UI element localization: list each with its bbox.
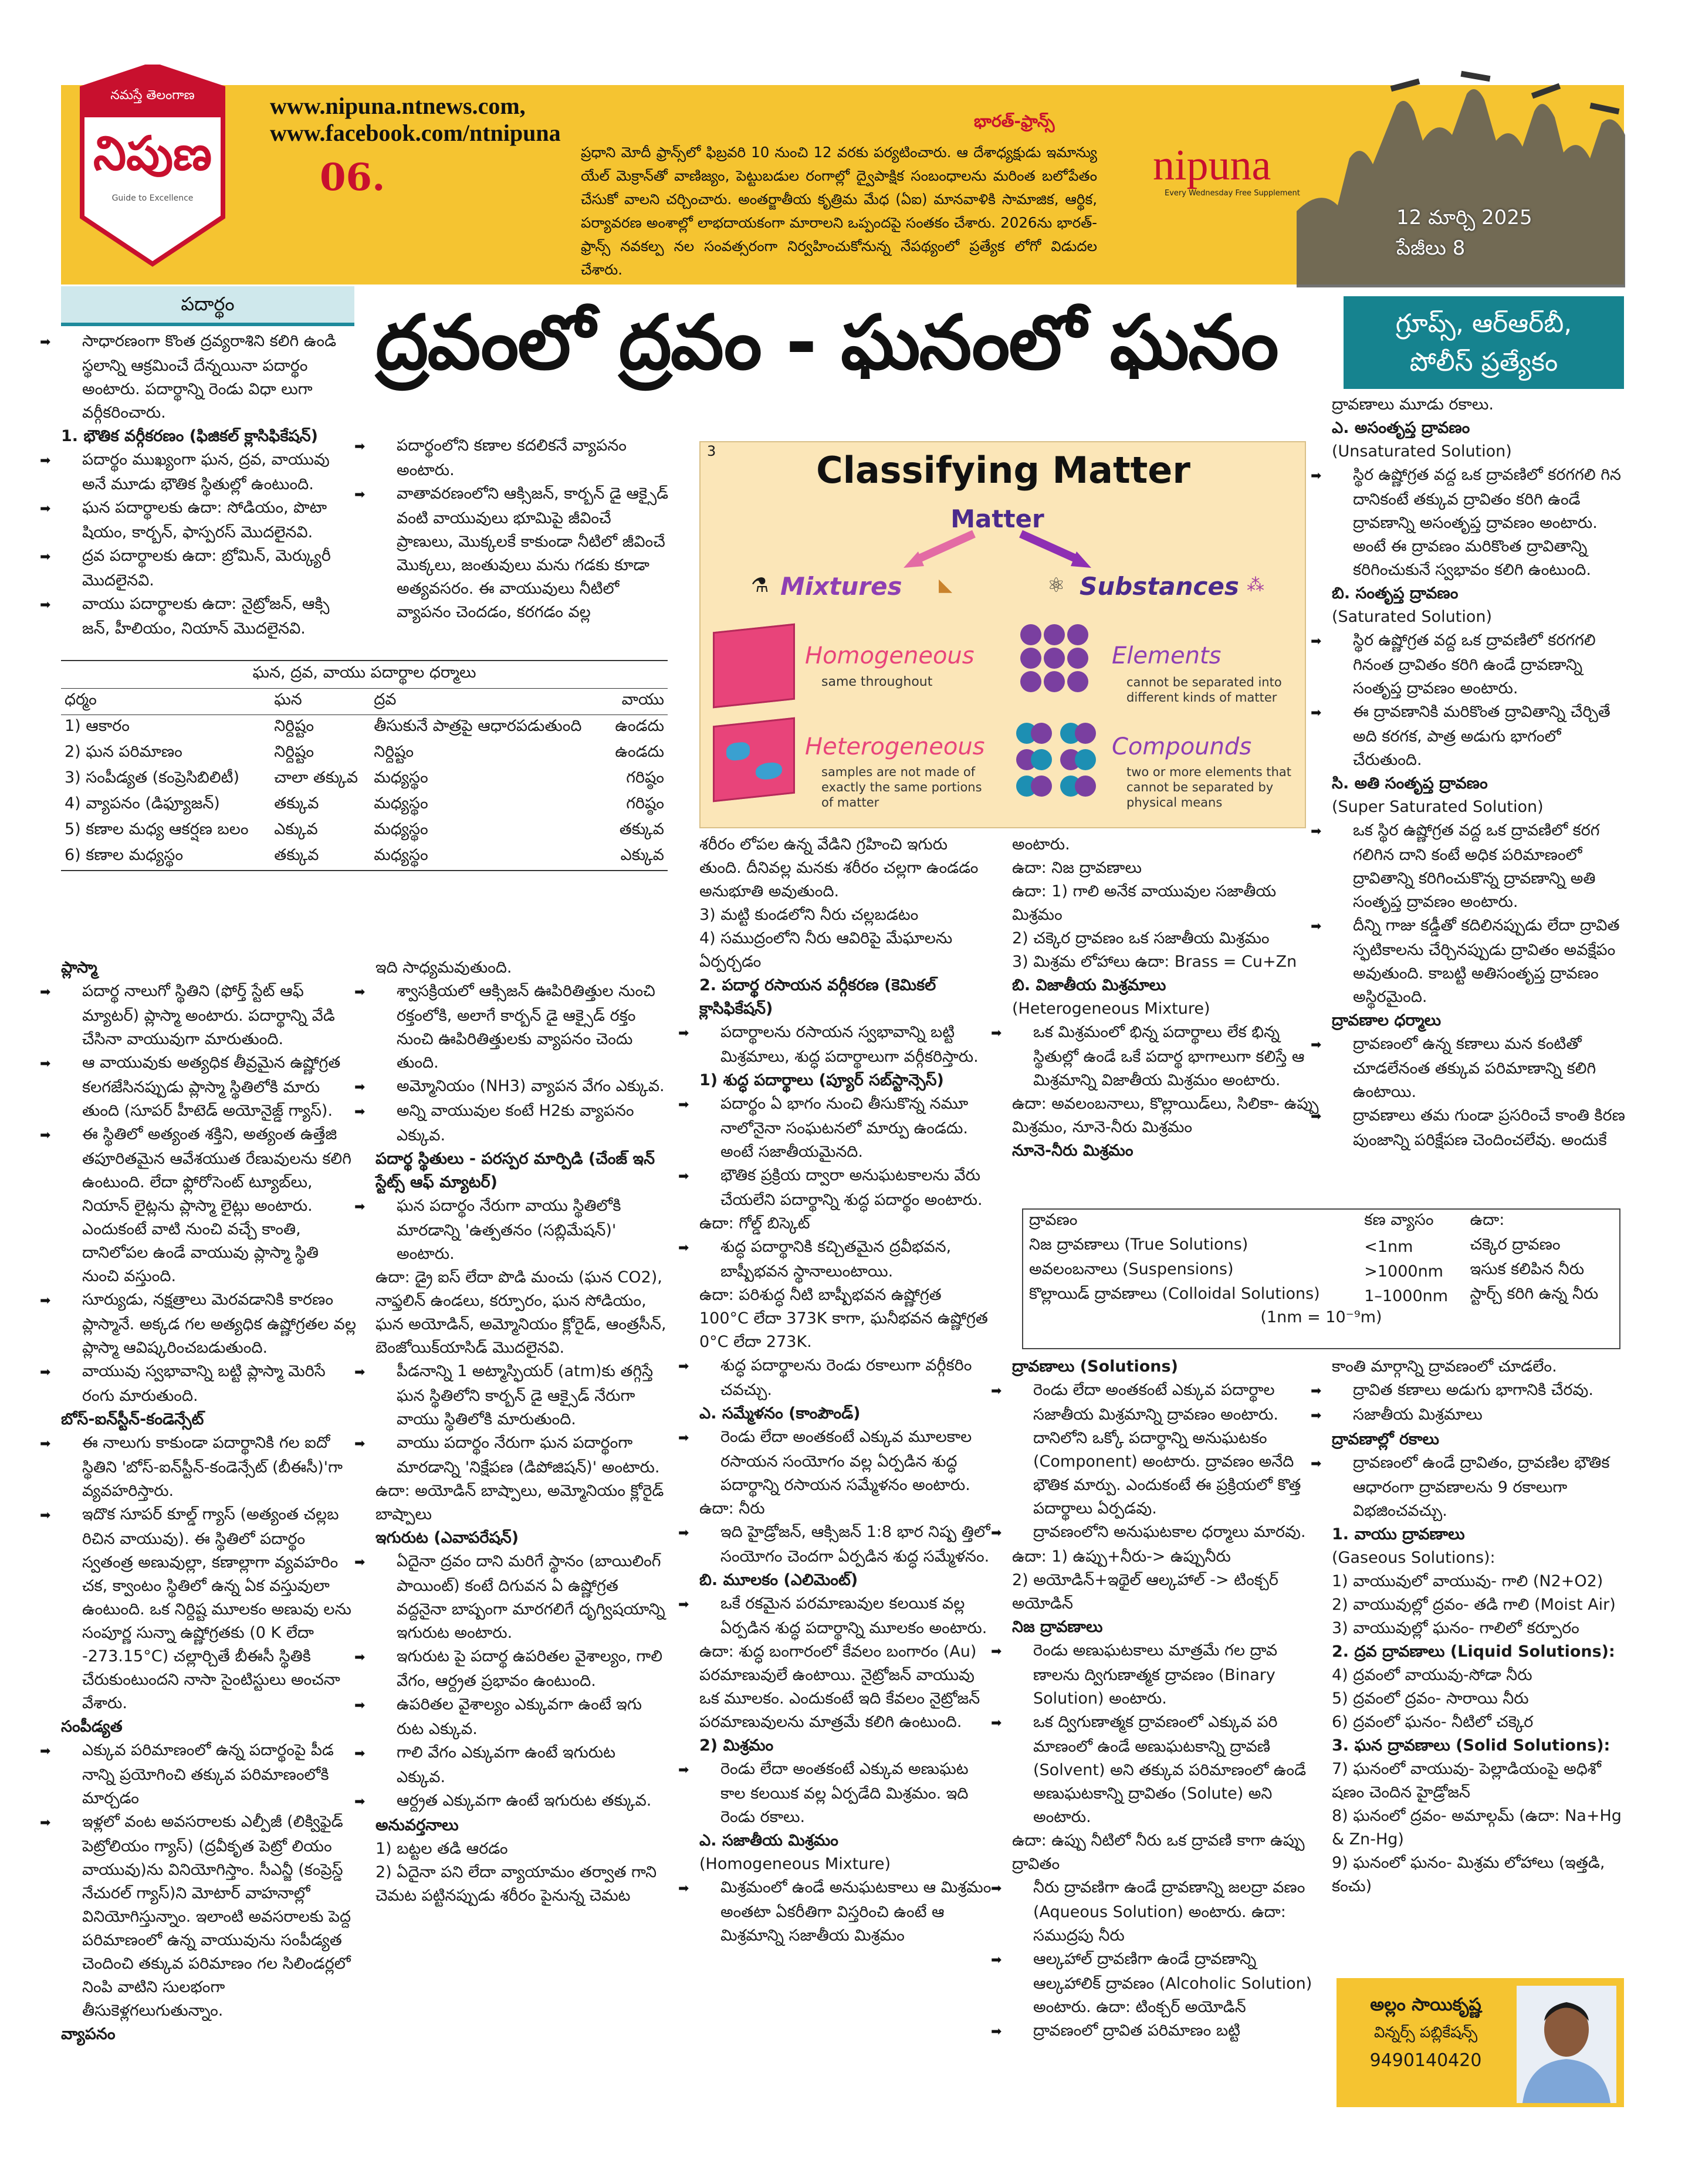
column-4-bottom	[1012, 1355, 1320, 2044]
table-cell: మధ్యస్థం	[374, 794, 428, 812]
elements-desc: cannot be separated into different kinds of matter	[1126, 675, 1282, 705]
bottle-icon: ⚗	[751, 574, 769, 597]
paragraph: ➡ గాలి వేగం ఎక్కువగా ఉంటే ఇగురుట ఎక్కువ.	[375, 1741, 669, 1789]
paragraph: ఉదా: నిజ ద్రావణాలు	[1012, 859, 1142, 877]
heterogeneous-desc: samples are not made of exactly the same portions of matter	[821, 765, 982, 810]
subheading: నూనె-నీరు మిశ్రమం	[1012, 1142, 1134, 1160]
paragraph: ➡ రెండు అణుఘటకాలు మాత్రమే గల ద్రావ ణాలను ద్విగుణాత్మక ద్రావణం (Binary Solution) అంటారు.	[1012, 1639, 1320, 1711]
paragraph: ఉదా: అయోడిన్‌ బాష్పాలు, అమ్మోనియం క్లోరైడ్‌ బాష్పాలు	[375, 1482, 664, 1523]
subheading: ద్రావణాల ధర్మాలు	[1332, 1011, 1442, 1030]
subheading: ఎ. అసంతృప్త ద్రావణం	[1332, 419, 1470, 437]
table-cell: ఎక్కువ	[620, 846, 664, 864]
elements-spheres-image	[1018, 622, 1100, 698]
paragraph: ➡ పదార్థాలను రసాయన స్వభావాన్ని బట్టి మిశ్రమాలు, శుద్ధ పదార్థాలుగా వర్గీకరిస్తారు.	[699, 1021, 993, 1069]
table-cell: తక్కువ	[619, 820, 664, 838]
paragraph: ➡ వాతావరణంలోని ఆక్సిజన్‌, కార్బన్‌ డై ఆక్సైడ్‌ వంటి వాయువులు భూమిపై జీవించే ప్రాణులు, మొక్కలకే కాకుండా నీటిలో జీవించే మొక్కలు, జంతువులు మను గడకు కూడా అత్యవసరం. ఈ వాయువులు నీటిలో వ్యాపనం చెందడం, కరగడం వల్ల	[375, 482, 669, 624]
pizza-icon: ◣	[939, 575, 953, 595]
table-header: ఘన	[270, 689, 370, 715]
paragraph: ➡ పదార్థం ముఖ్యంగా ఘన, ద్రవ, వాయువు అనే మూడు భౌతిక స్థితుల్లో ఉంటుంది.	[61, 448, 357, 496]
paragraph: ➡ సాధారణంగా కొంత ద్రవ్యరాశిని కలిగి ఉండి స్థలాన్ని ఆక్రమించే దేన్నయినా పదార్థం అంటారు. పదార్థాన్ని రెండు విధా లుగా వర్గీకరించారు.	[61, 330, 357, 425]
page-count: పేజీలు 8	[1396, 236, 1466, 260]
paragraph: ఉదా: డ్రై ఐస్‌ లేదా పొడి మంచు (ఘన CO2), నాఫ్తలిన్‌ ఉండలు, కర్పూరం, ఘన సోడియం, ఘన అయోడిన్‌, అమ్మోనియం క్లోరైడ్‌, ఆంత్రసీన్‌, బెంజోయిక్‌యాసిడ్‌ మొదలైనవి.	[375, 1268, 666, 1357]
table-cell: కొల్లాయిడ్‌ ద్రావణాలు (Colloidal Solutions)	[1029, 1285, 1320, 1303]
table-row	[61, 844, 668, 870]
paragraph: 6) ద్రవంలో ఘనం- నీటిలో చక్కెర	[1332, 1713, 1534, 1731]
paragraph: ➡ వాయు పదార్థం నేరుగా ఘన పదార్థంగా మారడాన్ని 'నిక్షేపణ (డిపోజిషన్‌)' అంటారు.	[375, 1431, 669, 1479]
subheading: 3. ఘన ద్రావణాలు (Solid Solutions):	[1332, 1736, 1610, 1755]
table-cell: >1000nm	[1364, 1262, 1443, 1281]
paragraph: ➡ ఇది హైడ్రోజన్‌, ఆక్సిజన్‌ 1:8 భార నిష్ప త్తిలో సంయోగం చెందగా ఏర్పడిన శుద్ధ సమ్మేళనం.	[699, 1521, 993, 1569]
paragraph: ➡ అన్ని వాయువుల కంటే H2కు వ్యాపనం ఎక్కువ.	[375, 1099, 669, 1147]
paragraph: ➡ ఈ స్థితిలో అత్యంత శక్తిని, అత్యంత ఉత్తేజి తపూరితమైన ఆవేశయుత రేణువులను కలిగి ఉంటుంది. లేదా ఫ్లోరోసెంట్‌ ట్యూబ్‌లు, నియాన్‌ లైట్లను ప్లాస్మా లైట్లు అంటారు. ఎందుకంటే వాటి నుంచి వచ్చే కాంతి, దానిలోపల ఉండే వాయువు ప్లాస్మా స్థితి నుంచి వస్తుంది.	[61, 1123, 357, 1288]
table-cell: <1nm	[1364, 1237, 1413, 1256]
table-cell: ఉండదు	[615, 743, 664, 761]
table-cell: నిర్దిష్టం	[374, 743, 414, 761]
table-note: (1nm = 10⁻⁹m)	[1260, 1308, 1382, 1326]
main-title: ద్రవంలో ద్రవం - ఘనంలో ఘనం	[375, 299, 1278, 387]
paragraph: ➡ ఇగురుట పై పదార్థ ఉపరితల వైశాల్యం, గాలి వేగం, ఆర్ద్రత ప్రభావం ఉంటుంది.	[375, 1645, 669, 1693]
subheading: 1) శుద్ధ పదార్థాలు (ప్యూర్‌ సబ్‌స్టాన్సెస్‌)	[699, 1071, 944, 1089]
author-publisher: విన్నర్స్‌ పబ్లికేషన్స్‌	[1373, 2024, 1478, 2041]
paragraph: ఉదా: ఉప్పు నీటిలో నీరు ఒక ద్రావణి కాగా ఉప్పు ద్రావితం	[1012, 1831, 1305, 1873]
paragraph: ➡ శ్వాసక్రియలో ఆక్సిజన్‌ ఊపిరితిత్తుల నుంచి రక్తంలోకి, అలాగే కార్బన్‌ డై ఆక్సైడ్‌ రక్తం నుంచి ఊపిరితిత్తులకు వ్యాపనం చెందు తుంది.	[375, 980, 669, 1075]
paragraph: అంటారు.	[1012, 835, 1070, 854]
brand-newspaper-name: నమస్తే తెలంగాణ	[110, 88, 195, 103]
table-cell: మధ్యస్థం	[374, 768, 428, 787]
paragraph: ➡ ఇదొక సూపర్‌ కూల్డ్‌ గ్యాస్‌ (అత్యంత చల్లబ రిచిన వాయువు). ఈ స్థితిలో పదార్థం స్వతంత్ర అణువుల్లా, కణాల్లాగా వ్యవహరిం చక, క్వాంటం స్థితిలో ఉన్న ఏక వస్తువులా ఉంటుంది. ఒక నిర్దిష్ట మూలకం అణువు లను సంపూర్ణ సున్నా ఉష్ణోగ్రతకు (0 K లేదా -273.15°C) చల్లార్చితే బీఈసీ స్థితికి చేరుకుంటుందని నాసా సైంటిస్టులు అంచనా వేశారు.	[61, 1503, 357, 1715]
paragraph: ➡ రెండు లేదా అంతకంటే ఎక్కువ మూలకాల రసాయన సంయోగం వల్ల ఏర్పడిన శుద్ధ పదార్థాన్ని రసాయన సమ్మేళనం అంటారు.	[699, 1425, 993, 1497]
table-header: ద్రావణం	[1029, 1211, 1078, 1229]
url-block	[270, 93, 561, 147]
table-cell: నిజ ద్రావణాలు (True Solutions)	[1029, 1235, 1248, 1254]
paragraph: ➡ రెండు లేదా అంతకంటే ఎక్కువ అణుఘట కాల కలయిక వల్ల ఏర్పడేది మిశ్రమం. ఇది రెండు రకాలు.	[699, 1758, 993, 1829]
paragraph: ➡ ఒకే రకమైన పరమాణువుల కలయిక వల్ల ఏర్పడిన శుద్ధ పదార్థాన్ని మూలకం అంటారు.	[699, 1592, 993, 1640]
brand-subtitle: Guide to Excellence	[111, 194, 194, 203]
molecule-icon: ⁂	[1247, 575, 1264, 595]
states-properties-table	[61, 660, 668, 871]
paragraph: (Heterogeneous Mixture)	[1012, 1000, 1210, 1018]
paragraph: ➡ ద్రవ పదార్థాలకు ఉదా: బ్రోమిన్‌, మెర్క్యురీ మొదలైనవి.	[61, 544, 357, 592]
paragraph: ➡ స్థిర ఉష్ణోగ్రత వద్ద ఒక ద్రావణిలో కరగగలి గినంత ద్రావితం కరిగి ఉండే ద్రావణాన్ని సంతృప్త ద్రావణం అంటారు.	[1332, 629, 1625, 700]
column-4-top	[1012, 833, 1320, 1163]
paragraph: ➡ ఒక స్థిర ఉష్ణోగ్రత వద్ద ఒక ద్రావణిలో కరగ గలిగిన దాని కంటే అధిక పరిమాణంలో ద్రావితాన్ని కరిగించుకొన్న ద్రావణాన్ని అతి సంతృప్త ద్రావణం అంటారు.	[1332, 819, 1625, 914]
paragraph: ➡ వాయు పదార్థాలకు ఉదా: నైట్రోజన్‌, ఆక్సి జన్‌, హీలియం, నియాన్‌ మొదలైనవి.	[61, 592, 357, 641]
nipuna-wordmark: nipuna	[1153, 141, 1271, 189]
matter-label: Matter	[950, 504, 1044, 533]
paragraph: ➡ ఆల్కహాల్‌ ద్రావణిగా ఉండే ద్రావణాన్ని ఆల్కహాలిక్‌ ద్రావణం (Alcoholic Solution) అంటారు. ఉదా: టింక్చర్‌ అయోడిన్‌	[1012, 1948, 1320, 2019]
paragraph: 8) ఘనంలో ద్రవం- అమాల్గమ్‌ (ఉదా: Na+Hg & Zn-Hg)	[1332, 1807, 1622, 1848]
paragraph: 4) సముద్రంలోని నీరు ఆవిరిపై మేఘాలను ఏర్పర్చడం	[699, 929, 953, 971]
paragraph: ➡ పదార్థ నాలుగో స్థితిని (ఫోర్త్‌ స్టేట్‌ ఆఫ్‌ మ్యాటర్‌) ప్లాస్మా అంటారు. పదార్థాన్ని వేడి చేసినా వాయువుగా మారుతుంది.	[61, 980, 357, 1051]
facebook-link[interactable]: www.facebook.com/ntnipuna	[270, 120, 561, 146]
table-cell: చాలా తక్కువ	[274, 768, 358, 787]
subheading: బి. విజాతీయ మిశ్రమాలు	[1012, 976, 1166, 994]
paragraph: ద్రావణాలు మూడు రకాలు.	[1332, 395, 1494, 414]
substances-label: Substances	[1080, 572, 1239, 601]
paragraph: (Unsaturated Solution)	[1332, 442, 1512, 460]
paragraph: ➡ పదార్థంలోని కణాల కదలికనే వ్యాపనం అంటారు.	[375, 434, 669, 482]
subheading: అనువర్తనాలు	[375, 1816, 459, 1834]
atom-icon: ⚛	[1047, 574, 1065, 597]
paragraph: ➡ ద్రావణంలోని అనుఘటకాల ధర్మాలు మారవు.	[1012, 1521, 1320, 1545]
subheading: ఇగురుట (ఎవాపరేషన్‌)	[375, 1529, 519, 1547]
exam-badge-line2: పోలీస్‌ ప్రత్యేకం	[1409, 347, 1558, 377]
paragraph: ➡ ఇళ్లలో వంట అవసరాలకు ఎల్పీజీ (లిక్విఫైడ్‌ పెట్రోలియం గ్యాస్‌) (ద్రవీకృత పెట్రో లియం వాయువు)ను వినియోగిస్తాం. సీఎన్జీ (కంప్రెస్డ్‌ నేచురల్‌ గ్యాస్‌)ని మోటార్‌ వాహనాల్లో వినియోగిస్తున్నాం. ఇలాంటి అవసరాలకు పెద్ద పరిమాణంలో ఉన్న వాయువును సంపీడ్యత చెందించి తక్కువ పరిమాణం గల సిలిండర్లలో నింపి వాటిని సులభంగా తీసుకెళ్లగలుగుతున్నాం.	[61, 1810, 357, 2023]
compounds-desc: two or more elements that cannot be separated by physical means	[1126, 765, 1292, 810]
subheading: 2) మిశ్రమం	[699, 1736, 774, 1755]
table-cell: నిర్దిష్టం	[274, 717, 314, 735]
column-3	[699, 833, 993, 1948]
table-cell: మధ్యస్థం	[374, 820, 428, 838]
heterogeneous-cube-image	[713, 717, 795, 803]
paragraph: కాంతి మార్గాన్ని ద్రావణంలో చూడలేం.	[1332, 1357, 1557, 1376]
figure-number: 3	[707, 443, 716, 459]
date-block	[1396, 202, 1532, 263]
elements-label: Elements	[1112, 642, 1222, 669]
column-2-bottom	[375, 956, 669, 1908]
website-link[interactable]: www.nipuna.ntnews.com,	[270, 93, 526, 119]
paragraph: శరీరం లోపల ఉన్న వేడిని గ్రహించి ఇగురు తుంది. దీనివల్ల మనకు శరీరం చల్లగా ఉండడం అనుభూతి అవుతుంది.	[699, 835, 979, 900]
paragraph: ➡ ఏదైనా ద్రవం దాని మరిగే స్థానం (బాయిలింగ్‌ పాయింట్‌) కంటే దిగువన ఏ ఉష్ణోగ్రత వద్దనైనా బాష్పంగా మారగలిగే దృగ్విషయాన్ని ఇగురుట అంటారు.	[375, 1550, 669, 1645]
paragraph: (Super Saturated Solution)	[1332, 798, 1544, 816]
paragraph: ఉదా: గోల్డ్‌ బిస్కెట్‌	[699, 1214, 810, 1232]
solution-types-table	[1022, 1208, 1620, 1349]
paragraph: ➡ వాయువు స్వభావాన్ని బట్టి ప్లాస్మా మెరిసే రంగు మారుతుంది.	[61, 1360, 357, 1408]
paragraph: ➡ ఆర్ద్రత ఎక్కువగా ఉంటే ఇగురుట తక్కువ.	[375, 1789, 669, 1814]
paragraph: ➡ ఉపరితల వైశాల్యం ఎక్కువగా ఉంటే ఇగు రుట ఎక్కువ.	[375, 1693, 669, 1741]
paragraph: ➡ ఎక్కువ పరిమాణంలో ఉన్న పదార్థంపై పీడ నాన్ని ప్రయోగించి తక్కువ పరిమాణంలోకి మార్చడం	[61, 1739, 357, 1810]
paragraph: ఉదా: శుద్ధ బంగారంలో కేవలం బంగారం (Au) పరమాణువులే ఉంటాయి. నైట్రోజన్‌ వాయువు ఒక మూలకం. ఎందుకంటే ఇది కేవలం నైట్రోజన్‌ పరమాణువులను మాత్రమే కలిగి ఉంటుంది.	[699, 1643, 980, 1731]
paragraph: ➡ ఈ ద్రావణానికి మరికొంత ద్రావితాన్ని చేర్చితే అది కరగక, పాత్ర అడుగు భాగంలో చేరుతుంది.	[1332, 700, 1625, 772]
paragraph: (Gaseous Solutions):	[1332, 1549, 1495, 1567]
subheading: 2. పదార్థ రసాయన వర్గీకరణ (కెమికల్‌ క్లాసిఫికేషన్‌)	[699, 976, 936, 1018]
paragraph: 7) ఘనంలో వాయువు- పెల్లాడియంపై అధిశో షణం చెందిన హైడ్రోజన్‌	[1332, 1760, 1602, 1802]
homogeneous-desc: same throughout	[821, 675, 933, 689]
brand-name: నిపుణ	[93, 126, 212, 181]
subheading: బోస్‌-ఐన్‌స్టీన్‌-కండెన్సేట్‌	[61, 1410, 204, 1428]
table-cell: తక్కువ	[274, 846, 319, 864]
paragraph: 1) వాయువులో వాయువు- గాలి (N2+O2)	[1332, 1572, 1603, 1590]
table-cell: 2) ఘన పరిమాణం	[65, 743, 182, 761]
paragraph: ఉదా: పరిశుద్ధ నీటి బాష్పీభవన ఉష్ణోగ్రత 100°C లేదా 373K కాగా, ఘనీభవన ఉష్ణోగ్రత 0°C లేదా 273K.	[699, 1286, 988, 1351]
subheading: ఎ. సమ్మేళనం (కాంపౌండ్‌)	[699, 1404, 861, 1423]
infographic-title: Classifying Matter	[816, 449, 1190, 492]
table-cell: తక్కువ	[274, 794, 319, 812]
paragraph: ➡ ఘన పదార్థాలకు ఉదా: సోడియం, పొటా షియం, కార్బన్‌, ఫాస్పరస్‌ మొదలైనవి.	[61, 496, 357, 544]
table-cell: 4) వ్యాపనం (డిఫ్యూజన్‌)	[65, 794, 220, 812]
subheading: సి. అతి సంతృప్త ద్రావణం	[1332, 774, 1488, 793]
table-row	[1023, 1259, 1619, 1284]
subheading: నిజ ద్రావణాలు	[1012, 1618, 1103, 1636]
paragraph: 1) బట్టల తడి ఆరడం	[375, 1840, 508, 1858]
supplement-tagline: Every Wednesday Free Supplement	[1165, 189, 1300, 198]
table-row	[1023, 1284, 1619, 1308]
subheading: 1. వాయు ద్రావణాలు	[1332, 1525, 1465, 1543]
paragraph: ➡ అమ్మోనియం (NH3) వ్యాపన వేగం ఎక్కువ.	[375, 1075, 669, 1099]
paragraph: 4) ద్రవంలో వాయువు-సోడా నీరు	[1332, 1666, 1532, 1684]
table-cell: స్టార్చ్‌ కరిగి ఉన్న నీరు	[1470, 1285, 1599, 1303]
table-caption: ఘన, ద్రవ, వాయు పదార్థాల ధర్మాలు	[61, 661, 668, 689]
table-row	[1023, 1234, 1619, 1259]
table-cell: ఇసుక కలిపిన నీరు	[1470, 1260, 1585, 1278]
paragraph: ➡ ద్రావిత కణాలు అడుగు భాగానికి చేరవు.	[1332, 1379, 1625, 1403]
paragraph: ➡ ఒక ద్విగుణాత్మక ద్రావణంలో ఎక్కువ పరి మాణంలో ఉండే అణుఘటకాన్ని ద్రావణి (Solvent) అని తక్కువ పరిమాణంలో ఉండే అణుఘటకాన్ని ద్రావితం (Solute) అని అంటారు.	[1012, 1711, 1320, 1829]
paragraph: ➡ నీరు ద్రావణిగా ఉండే ద్రావణాన్ని జలద్రా వణం (Aqueous Solution) అంటారు. ఉదా: సముద్రపు నీరు	[1012, 1876, 1320, 1948]
mixtures-label: Mixtures	[780, 572, 902, 601]
table-cell: చక్కెర ద్రావణం	[1470, 1235, 1561, 1254]
table-header: ద్రవ	[370, 689, 606, 715]
exam-badge	[1344, 296, 1624, 389]
news-brief: ప్రధాని మోదీ ఫ్రాన్స్‌లో ఫిబ్రవరి 10 నుంచి 12 వరకు పర్యటించారు. ఆ దేశాధ్యక్షుడు ఇమాన్యు యేల్‌ మెక్రాన్‌తో వాణిజ్యం, పెట్టుబడుల రంగాల్లో ద్వైపాక్షిక సంబంధాలను మరింత బలోపేతం చేసుకో వాలని చర్చించారు. అంతర్జాతీయ కృత్రిమ మేధ (ఏఐ) మానవాళికి సామాజిక, ఆర్థిక, పర్యావరణ అంశాల్లో లాభదాయకంగా మారాలని ఒప్పందపై సంతకం చేశారు. 2026ను భారత్‌-ఫ్రాన్స్‌ నవకల్ప నల సంవత్సరంగా నిర్వహించుకోనున్న నేపథ్యంలో ప్రత్యేక లోగో విడుదల చేశారు.	[581, 144, 1097, 278]
paragraph: ➡ సూర్యుడు, నక్షత్రాలు మెరవడానికి కారణం ప్లాస్మానే. అక్కడ గల అత్యధిక ఉష్ణోగ్రతల వల్ల ప్లాస్మా ఆవిష్కరించబడుతుంది.	[61, 1288, 357, 1360]
paragraph: 2) ఏదైనా పని లేదా వ్యాయామం తర్వాత గాని చెమట పట్టినప్పుడు శరీరం పైనున్న చెమట	[375, 1863, 657, 1905]
paragraph: 2) చక్కెర ద్రావణం ఒక సజాతీయ మిశ్రమం	[1012, 929, 1270, 947]
paragraph: ఇది సాధ్యమవుతుంది.	[375, 959, 512, 977]
table-header: ఉదా:	[1470, 1211, 1505, 1229]
paragraph: ➡ దీన్ని గాజు కడ్డీతో కదిలినప్పుడు లేదా ద్రావిత స్ఫటికాలను చేర్చినప్పుడు ద్రావితం అవక్షేపం అవుతుంది. కాబట్టి అతిసంతృప్త ద్రావణం అస్థిరమైంది.	[1332, 914, 1625, 1009]
table-header: కణ వ్యాసం	[1364, 1211, 1434, 1229]
paragraph: 3) వాయువుల్లో ఘనం- గాలిలో కర్పూరం	[1332, 1619, 1579, 1637]
paragraph: ➡ ద్రావణంలో ఉండే ద్రావితం, ద్రావణిల భౌతిక ఆధారంగా ద్రావణాలను 9 రకాలుగా విభజించవచ్చు.	[1332, 1451, 1625, 1523]
paragraph: ఉదా: 1) ఉప్పు+నీరు-> ఉప్పునీరు	[1012, 1548, 1231, 1566]
table-row	[61, 741, 668, 767]
table-header: ధర్మం	[61, 689, 270, 715]
subheading: పదార్థ స్థితులు - పరస్పర మార్పిడి (చేంజ్‌ ఇన్‌ స్టేట్స్‌ ఆఫ్‌ మ్యాటర్‌)	[375, 1150, 655, 1191]
table-row	[61, 818, 668, 844]
paragraph: ➡ రెండు లేదా అంతకంటే ఎక్కువ పదార్థాల సజాతీయ మిశ్రమాన్ని ద్రావణం అంటారు. దానిలోని ఒక్కో పదార్థాన్ని అనుఘటకం (Component) అంటారు. ద్రావణం అనేది భౌతిక మార్పు. ఎందుకంటే ఈ ప్రక్రియలో కొత్త పదార్థాలు ఏర్పడవు.	[1012, 1379, 1320, 1521]
paragraph: ➡ ద్రావణంలో ఉన్న కణాలు మన కంటితో చూడలేనంత తక్కువ పరిమాణాన్ని కలిగి ఉంటాయి.	[1332, 1032, 1625, 1104]
column-5-top	[1332, 393, 1625, 1152]
subheading: బి. మూలకం (ఎలిమెంట్‌)	[699, 1571, 858, 1589]
column-1-bottom	[61, 956, 357, 2046]
topic-badge: పదార్థం	[61, 286, 354, 326]
paragraph: ➡ పీడనాన్ని 1 అట్మాస్ఫియర్‌ (atm)కు తగ్గిస్తే ఘన స్థితిలోని కార్బన్‌ డై ఆక్సైడ్‌ నేరుగా వాయు స్థితిలోకి మారుతుంది.	[375, 1360, 669, 1431]
table-cell: అవలంబనాలు (Suspensions)	[1029, 1260, 1234, 1278]
author-name: అల్లం సాయికృష్ణ	[1370, 1995, 1481, 2015]
table-cell: 6) కణాల మధ్యస్థం	[65, 846, 184, 864]
exam-badge-line1: గ్రూప్స్‌, ఆర్‌ఆర్‌బీ,	[1395, 309, 1572, 338]
table-cell: 3) సంపీడ్యత (కంప్రెసిబిలిటీ)	[65, 768, 240, 787]
table-cell: తీసుకునే పాత్రపై ఆధారపడుతుంది	[374, 717, 582, 735]
paragraph: ➡ పదార్థం ఏ భాగం నుంచి తీసుకొన్న నమూ నాలోనైనా సంఘటనలో మార్పు ఉండదు. అంటే సజాతీయమైనది.	[699, 1092, 993, 1164]
paragraph: ఉదా: 1) గాలి అనేక వాయువుల సజాతీయ మిశ్రమం	[1012, 882, 1277, 924]
paragraph: ➡ ఈ నాలుగు కాకుండా పదార్థానికి గల ఐదో స్థితిని 'బోస్‌-ఐన్‌స్టీన్‌-కండెన్సేట్‌ (బీఈసీ)'గా వ్యవహరిస్తారు.	[61, 1431, 357, 1503]
paragraph: ➡ ద్రావణాలు తమ గుండా ప్రసరించే కాంతి కిరణ పుంజాన్ని పరిక్షేపణ చెందించలేవు. అందుకే	[1332, 1104, 1625, 1152]
paragraph: ➡ ఆ వాయువుకు అత్యధిక తీవ్రమైన ఉష్ణోగ్రత కలగజేసినప్పుడు ప్లాస్మా స్థితిలోకి మారు తుంది (సూపర్‌ హీటెడ్‌ అయోనైజ్డ్‌ గ్యాస్‌).	[61, 1051, 357, 1123]
subheading: ద్రావణాల్లో రకాలు	[1332, 1430, 1439, 1448]
column-5-bottom	[1332, 1355, 1625, 1898]
table-cell: 1–1000nm	[1364, 1286, 1449, 1305]
compounds-label: Compounds	[1112, 733, 1252, 760]
homogeneous-label: Homogeneous	[805, 642, 975, 669]
subheading: ద్రావణాలు (Solutions)	[1012, 1357, 1178, 1376]
compounds-molecules-image	[1012, 719, 1106, 801]
subheading: బి. సంతృప్త ద్రావణం	[1332, 584, 1459, 602]
paragraph: ➡ ఒక మిశ్రమంలో భిన్న పదార్థాలు లేక భిన్న స్థితుల్లో ఉండే ఒకే పదార్థ భాగాలుగా కలిస్తే ఆ మిశ్రమాన్ని విజాతీయ మిశ్రమం అంటారు.	[1012, 1021, 1320, 1092]
paragraph: 2) వాయువుల్లో ద్రవం- తడి గాలి (Moist Air)	[1332, 1596, 1616, 1614]
column-2-top	[375, 434, 669, 624]
paragraph: ➡ స్థిర ఉష్ణోగ్రత వద్ద ఒక ద్రావణిలో కరగగలి గిన దానికంటే తక్కువ ద్రావితం కరిగి ఉండే ద్రావణాన్ని అసంతృప్త ద్రావణం అంటారు. అంటే ఈ ద్రావణం మరికొంత ద్రావితాన్ని కరిగించుకునే స్వభావం కలిగి ఉంటుంది.	[1332, 463, 1625, 582]
table-cell: 5) కణాల మధ్య ఆకర్షణ బలం	[65, 820, 249, 838]
table-row	[61, 793, 668, 818]
paragraph: 3) మిశ్రమ లోహాలు ఉదా: Brass = Cu+Zn	[1012, 953, 1297, 971]
table-row	[61, 767, 668, 793]
subheading: 2. ద్రవ ద్రావణాలు (Liquid Solutions):	[1332, 1643, 1615, 1661]
paragraph: ➡ ఘన పదార్థం నేరుగా వాయు స్థితిలోకి మారడాన్ని 'ఉత్పతనం (సబ్లిమేషన్‌)' అంటారు.	[375, 1194, 669, 1266]
subheading: ప్లాస్మా	[61, 959, 97, 977]
table-cell: గరిష్ఠం	[626, 768, 664, 787]
news-tag: భారత్‌-ఫ్రాన్స్‌	[974, 111, 1055, 131]
author-photo-avatar	[1517, 1986, 1616, 2103]
subheading: సంపీడ్యత	[61, 1718, 123, 1736]
paragraph: (Homogeneous Mixture)	[699, 1855, 891, 1873]
heterogeneous-label: Heterogeneous	[805, 733, 985, 760]
paragraph: ➡ శుద్ధ పదార్థానికి కచ్చితమైన ద్రవీభవన, బాష్పీభవన స్థానాలుంటాయి.	[699, 1235, 993, 1284]
subheading: 1. భౌతిక వర్గీకరణం (ఫిజికల్‌ క్లాసిఫికేషన్‌)	[61, 427, 318, 445]
paragraph: ➡ మిశ్రమంలో ఉండే అనుఘటకాలు ఆ మిశ్రమం అంతటా ఏకరీతిగా విస్తరించి ఉంటే ఆ మిశ్రమాన్ని సజాతీయ మిశ్రమం	[699, 1876, 993, 1948]
table-row	[61, 715, 668, 741]
table-header: వాయు	[606, 689, 668, 715]
paragraph: ఉదా: నీరు	[699, 1499, 765, 1518]
paragraph: ➡ సజాతీయ మిశ్రమాలు	[1332, 1403, 1625, 1428]
paragraph: 5) ద్రవంలో ద్రవం- సారాయి నీరు	[1332, 1689, 1529, 1708]
table-cell: 1) ఆకారం	[65, 717, 130, 735]
paragraph: 3) మట్టి కుండలోని నీరు చల్లబడటం	[699, 906, 919, 924]
paragraph: ➡ ద్రావణంలో ద్రావిత పరిమాణం బట్టి	[1012, 2019, 1320, 2044]
issue-number: 06.	[320, 155, 385, 199]
branch-arrows-icon	[845, 528, 1150, 575]
paragraph: ➡ శుద్ధ పదార్థాలను రెండు రకాలుగా వర్గీకరిం చవచ్చు.	[699, 1354, 993, 1402]
homogeneous-cube-image	[713, 624, 795, 709]
paragraph: 2) అయోడిన్‌+ఇథైల్‌ ఆల్కహాల్‌ -> టింక్చర్‌ అయోడిన్‌	[1012, 1571, 1278, 1613]
table-cell: ఉండదు	[615, 717, 664, 735]
paragraph: ఉదా: అవలంబనాలు, కొల్లాయిడ్‌లు, సిలికా- ఉప్పు మిశ్రమం, నూనె-నీరు మిశ్రమం	[1012, 1095, 1319, 1136]
issue-date: 12 మార్చి 2025	[1396, 206, 1532, 229]
table-cell: గరిష్ఠం	[626, 794, 664, 812]
table-cell: మధ్యస్థం	[374, 846, 428, 864]
paragraph: 9) ఘనంలో ఘనం- మిశ్రమ లోహాలు (ఇత్తడి, కంచు)	[1332, 1854, 1605, 1895]
subheading: ఎ. సజాతీయ మిశ్రమం	[699, 1831, 838, 1850]
paragraph: (Saturated Solution)	[1332, 608, 1493, 626]
subheading: వ్యాపనం	[61, 2025, 116, 2043]
paragraph: ➡ భౌతిక ప్రక్రియ ద్వారా అనుఘటకాలను వేరు చేయలేని పదార్థాన్ని శుద్ధ పదార్థం అంటారు.	[699, 1164, 993, 1212]
table-cell: నిర్దిష్టం	[274, 743, 314, 761]
column-1-top	[61, 330, 357, 641]
table-cell: ఎక్కువ	[274, 820, 318, 838]
author-phone: 9490140420	[1369, 2050, 1482, 2071]
